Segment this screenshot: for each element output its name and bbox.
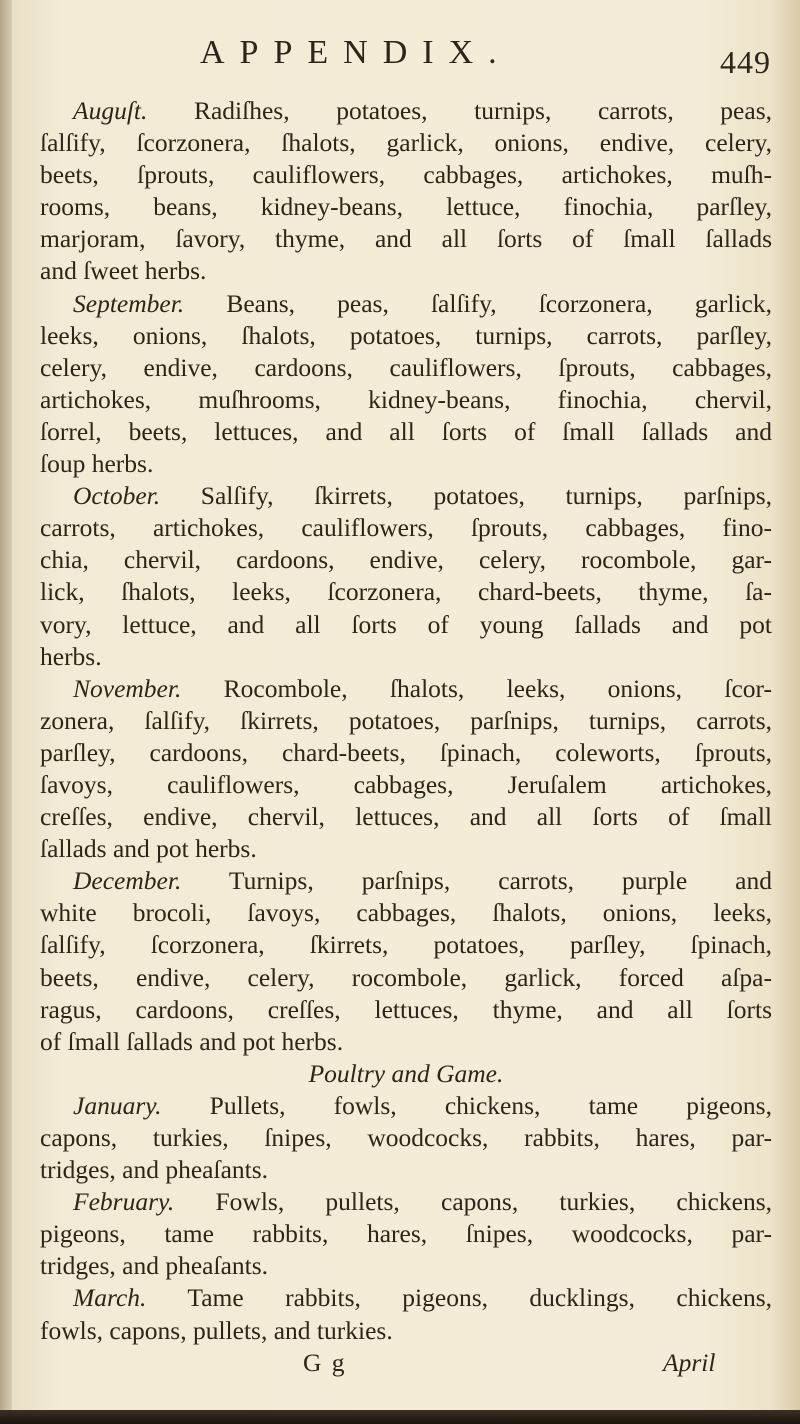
line-text: rooms, beans, kidney-beans, lettuce, finochia, parſley, [40, 192, 772, 222]
footer-line [40, 1347, 772, 1379]
month-entry-line [40, 480, 772, 512]
line-text: leeks, onions, ſhalots, potatoes, turnips, carrots, parſley, [40, 320, 772, 350]
text-line [40, 223, 772, 255]
line-text: creſſes, endive, chervil, lettuces, and all ſorts of ſmall [40, 802, 772, 832]
line-text: ſallads and pot herbs. [40, 834, 257, 864]
line-text: vory, lettuce, and all ſorts of young ſallads and pot [40, 609, 772, 639]
text-line [40, 320, 772, 352]
section-heading: Poultry and Game. [308, 1058, 504, 1088]
line-text: lick, ſhalots, leeks, ſcorzonera, chard-beets, thyme, ſa- [40, 577, 772, 607]
text-line [40, 1122, 772, 1154]
page-bottom-edge [0, 1410, 800, 1424]
line-text: beets, ſprouts, cauliflowers, cabbages, artichokes, muſh- [40, 160, 772, 190]
line-text: Radiſhes, potatoes, turnips, carrots, peas, [147, 96, 772, 125]
text-line [40, 1250, 772, 1282]
text-line [40, 1315, 772, 1347]
line-text: of ſmall ſallads and pot herbs. [40, 1026, 344, 1056]
month-entry-line [40, 865, 772, 897]
text-line [40, 897, 772, 929]
text-line [40, 191, 772, 223]
line-text: ſavoys, cauliflowers, cabbages, Jeruſalem artichokes, [40, 769, 772, 799]
line-text: Fowls, pullets, capons, turkies, chickens, [174, 1187, 772, 1217]
line-text: ragus, cardoons, creſſes, lettuces, thyme, and all ſorts [40, 994, 772, 1024]
text-line [40, 448, 772, 480]
line-text: celery, endive, cardoons, cauliflowers, ſprouts, cabbages, [40, 352, 772, 382]
month-entry-line [40, 288, 772, 320]
line-text: zonera, ſalſify, ſkirrets, potatoes, parſnips, turnips, carrots, [40, 705, 772, 735]
line-text: tridges, and pheaſants. [40, 1155, 269, 1185]
line-text: and ſweet herbs. [40, 256, 207, 286]
text-line [40, 705, 772, 737]
line-text: Salſify, ſkirrets, potatoes, turnips, parſnips, [160, 481, 772, 511]
month-entry-line [40, 1090, 772, 1122]
line-text: pigeons, tame rabbits, hares, ſnipes, woodcocks, par- [40, 1219, 772, 1249]
month-name: January. [73, 1090, 162, 1120]
line-text: ſorrel, beets, lettuces, and all ſorts of ſmall ſallads and [40, 416, 772, 446]
text-line [40, 833, 772, 865]
text-line [40, 255, 772, 287]
text-line [40, 1154, 772, 1186]
line-text: white brocoli, ſavoys, cabbages, ſhalots, onions, leeks, [40, 898, 772, 928]
page-binding-edge [0, 0, 12, 1424]
text-line [40, 609, 772, 641]
text-line [40, 159, 772, 191]
running-title: APPENDIX. [200, 34, 512, 71]
month-name: March. [73, 1283, 147, 1313]
text-line [40, 801, 772, 833]
month-name: December. [73, 866, 182, 896]
month-name: September. [73, 288, 185, 318]
line-text: parſley, cardoons, chard-beets, ſpinach, coleworts, ſprouts, [40, 737, 772, 767]
month-entry-line [40, 95, 772, 127]
text-line [40, 384, 772, 416]
text-line [40, 929, 772, 961]
text-line [40, 544, 772, 576]
line-text: Beans, peas, ſalſify, ſcorzonera, garlick, [184, 288, 772, 318]
line-text: fowls, capons, pullets, and turkies. [40, 1315, 393, 1345]
text-line [40, 127, 772, 159]
line-text: marjoram, ſavory, thyme, and all ſorts of ſmall ſallads [40, 224, 772, 254]
line-text: beets, endive, celery, rocombole, garlick, forced aſpa- [40, 962, 772, 992]
text-line [40, 416, 772, 448]
body-text [40, 95, 772, 1379]
text-line [40, 769, 772, 801]
line-text: ſalſify, ſcorzonera, ſhalots, garlick, onions, endive, celery, [40, 128, 772, 158]
line-text: Turnips, parſnips, carrots, purple and [181, 866, 772, 896]
running-head [0, 34, 800, 84]
line-text: Tame rabbits, pigeons, ducklings, chickens, [146, 1283, 772, 1313]
page-number: 449 [720, 44, 771, 80]
text-line [40, 352, 772, 384]
line-text: capons, turkies, ſnipes, woodcocks, rabbits, hares, par- [40, 1123, 772, 1152]
month-name: November. [73, 673, 182, 703]
text-line [40, 512, 772, 544]
text-line [40, 1218, 772, 1250]
line-text: Pullets, fowls, chickens, tame pigeons, [161, 1090, 772, 1120]
text-line [40, 994, 772, 1026]
line-text: herbs. [40, 641, 102, 671]
month-entry-line [40, 1282, 772, 1314]
month-name: Auguſt. [73, 96, 148, 125]
month-name: February. [73, 1187, 175, 1217]
line-text: carrots, artichokes, cauliflowers, ſprouts, cabbages, fino- [40, 513, 772, 543]
line-text: artichokes, muſhrooms, kidney-beans, finochia, chervil, [40, 384, 772, 414]
text-line [40, 962, 772, 994]
line-text: chia, chervil, cardoons, endive, celery, rocombole, gar- [40, 545, 772, 575]
text-line [40, 576, 772, 608]
signature-mark: G g [303, 1347, 347, 1377]
month-name: October. [73, 481, 161, 511]
catchword: April [663, 1347, 716, 1377]
text-line [40, 641, 772, 673]
line-text: tridges, and pheaſants. [40, 1251, 269, 1281]
line-text: ſoup herbs. [40, 449, 154, 479]
text-line [40, 1026, 772, 1058]
line-text: ſalſify, ſcorzonera, ſkirrets, potatoes, parſley, ſpinach, [40, 930, 772, 960]
month-entry-line [40, 1186, 772, 1218]
line-text: Rocombole, ſhalots, leeks, onions, ſcor- [181, 673, 772, 703]
month-entry-line [40, 673, 772, 705]
text-line [40, 737, 772, 769]
